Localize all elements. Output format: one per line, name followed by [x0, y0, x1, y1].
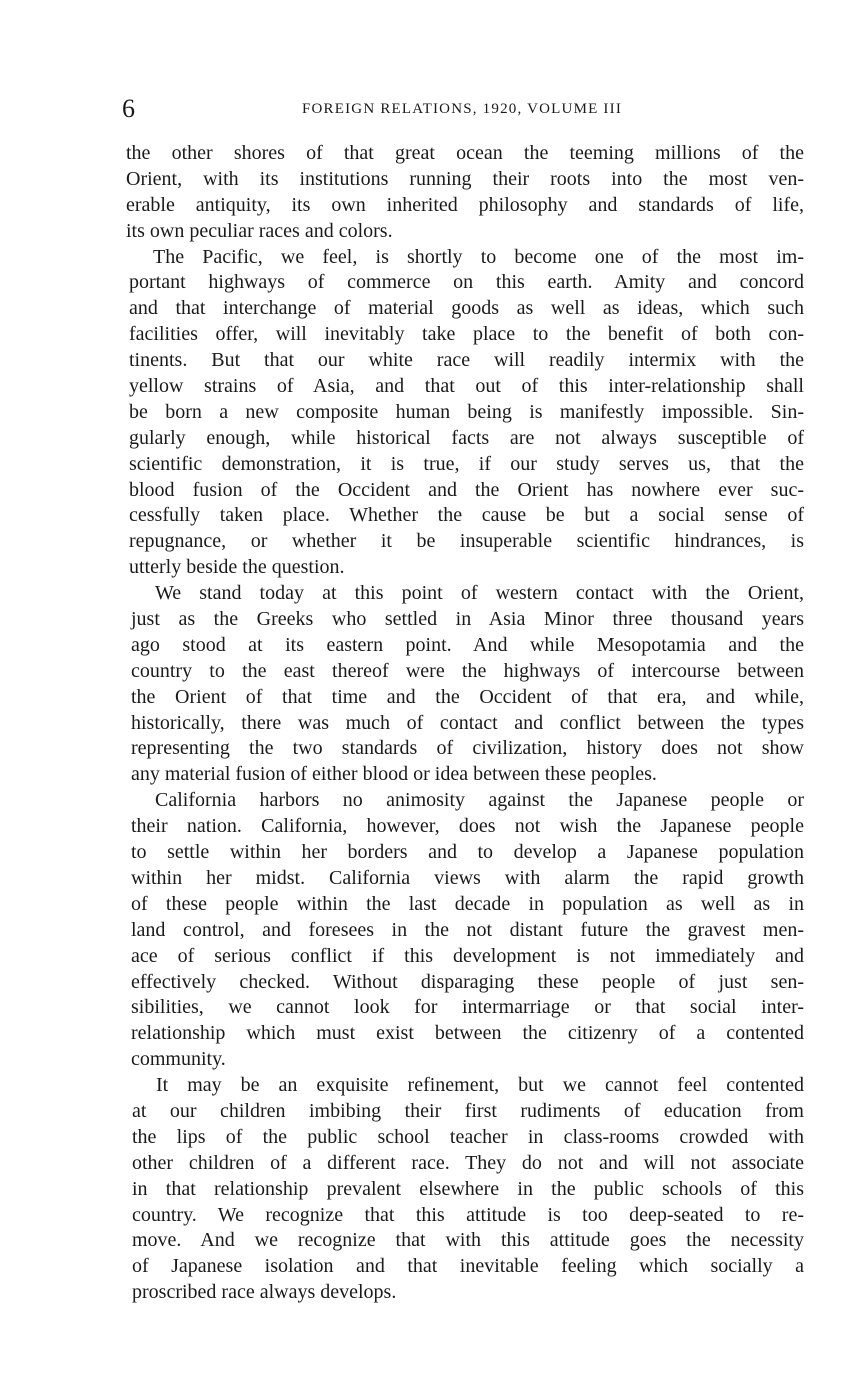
text-line: the Orient of that time and the Occident of that era, and while,	[131, 685, 804, 708]
text-line: ago stood at its eastern point. And while Mesopotamia and the	[131, 633, 804, 656]
text-line: the lips of the public school teacher in class-rooms crowded with	[132, 1125, 804, 1148]
text-line: at our children imbibing their first rudiments of education from	[132, 1099, 804, 1122]
text-line: its own peculiar races and colors.	[126, 219, 393, 242]
text-line: cessfully taken place. Whether the cause be but a social sense of	[129, 504, 804, 527]
paragraph	[132, 1073, 804, 1306]
text-line: historically, there was much of contact and conflict between the types	[131, 711, 804, 734]
text-line: move. And we recognize that with this attitude goes the necessity	[132, 1229, 804, 1252]
text-line: be born a new composite human being is manifestly impossible. Sin-	[129, 400, 804, 423]
text-line: California harbors no animosity against the Japanese people or	[155, 789, 804, 812]
text-line: their nation. California, however, does not wish the Japanese people	[131, 815, 804, 838]
text-line: relationship which must exist between the citizenry of a contented	[131, 1022, 804, 1045]
text-line: The Pacific, we feel, is shortly to become one of the most im-	[153, 245, 804, 268]
text-line: utterly beside the question.	[129, 556, 345, 579]
page-number: 6	[122, 94, 135, 123]
text-line: Orient, with its institutions running their roots into the most ven-	[126, 167, 804, 190]
text-line: portant highways of commerce on this earth. Amity and concord	[129, 271, 804, 294]
running-head: FOREIGN RELATIONS, 1920, VOLUME III	[301, 101, 623, 117]
text-line: ace of serious conflict if this development is not immediately and	[131, 944, 804, 967]
text-line: We stand today at this point of western contact with the Orient,	[155, 582, 804, 605]
text-line: yellow strains of Asia, and that out of this inter-relationship shall	[129, 375, 804, 398]
text-line: country to the east thereof were the highways of intercourse between	[131, 659, 804, 682]
text-line: erable antiquity, its own inherited philosophy and standards of life,	[126, 193, 804, 216]
text-line: any material fusion of either blood or idea between these peoples.	[131, 763, 657, 786]
text-line: sibilities, we cannot look for intermarriage or that social inter-	[131, 996, 804, 1019]
body-text	[126, 141, 804, 1306]
text-line: in that relationship prevalent elsewhere in the public schools of this	[132, 1177, 804, 1200]
text-line: just as the Greeks who settled in Asia Minor three thousand years	[131, 608, 804, 631]
text-line: land control, and foresees in the not distant future the gravest men-	[131, 918, 804, 941]
text-line: scientific demonstration, it is true, if our study serves us, that the	[129, 452, 804, 475]
paragraph	[129, 245, 804, 582]
text-line: to settle within her borders and to develop a Japanese population	[131, 841, 804, 864]
text-line: representing the two standards of civilization, history does not show	[131, 737, 804, 760]
text-line: of Japanese isolation and that inevitable feeling which socially a	[132, 1255, 804, 1278]
paragraph	[131, 581, 804, 788]
text-line: proscribed race always develops.	[132, 1281, 397, 1304]
text-line: blood fusion of the Occident and the Orient has nowhere ever suc-	[129, 478, 804, 501]
text-line: repugnance, or whether it be insuperable scientific hindrances, is	[129, 530, 804, 553]
text-line: and that interchange of material goods as well as ideas, which such	[129, 297, 804, 320]
text-line: other children of a different race. They do not and will not associate	[132, 1151, 804, 1174]
text-line: effectively checked. Without disparaging these people of just sen-	[131, 970, 804, 993]
page-header	[122, 94, 802, 124]
text-line: facilities offer, will inevitably take place to the benefit of both con-	[129, 323, 804, 346]
text-line: community.	[131, 1048, 226, 1071]
text-line: country. We recognize that this attitude is too deep-seated to re-	[132, 1203, 804, 1226]
text-line: of these people within the last decade in population as well as in	[131, 892, 804, 915]
text-line: gularly enough, while historical facts are not always susceptible of	[129, 426, 804, 449]
text-line: tinents. But that our white race will readily intermix with the	[129, 349, 804, 372]
text-line: within her midst. California views with alarm the rapid growth	[131, 866, 804, 889]
text-line: It may be an exquisite refinement, but we cannot feel contented	[156, 1074, 804, 1097]
text-line: the other shores of that great ocean the teeming millions of the	[126, 142, 804, 164]
paragraph	[131, 788, 804, 1073]
paragraph	[126, 141, 804, 245]
